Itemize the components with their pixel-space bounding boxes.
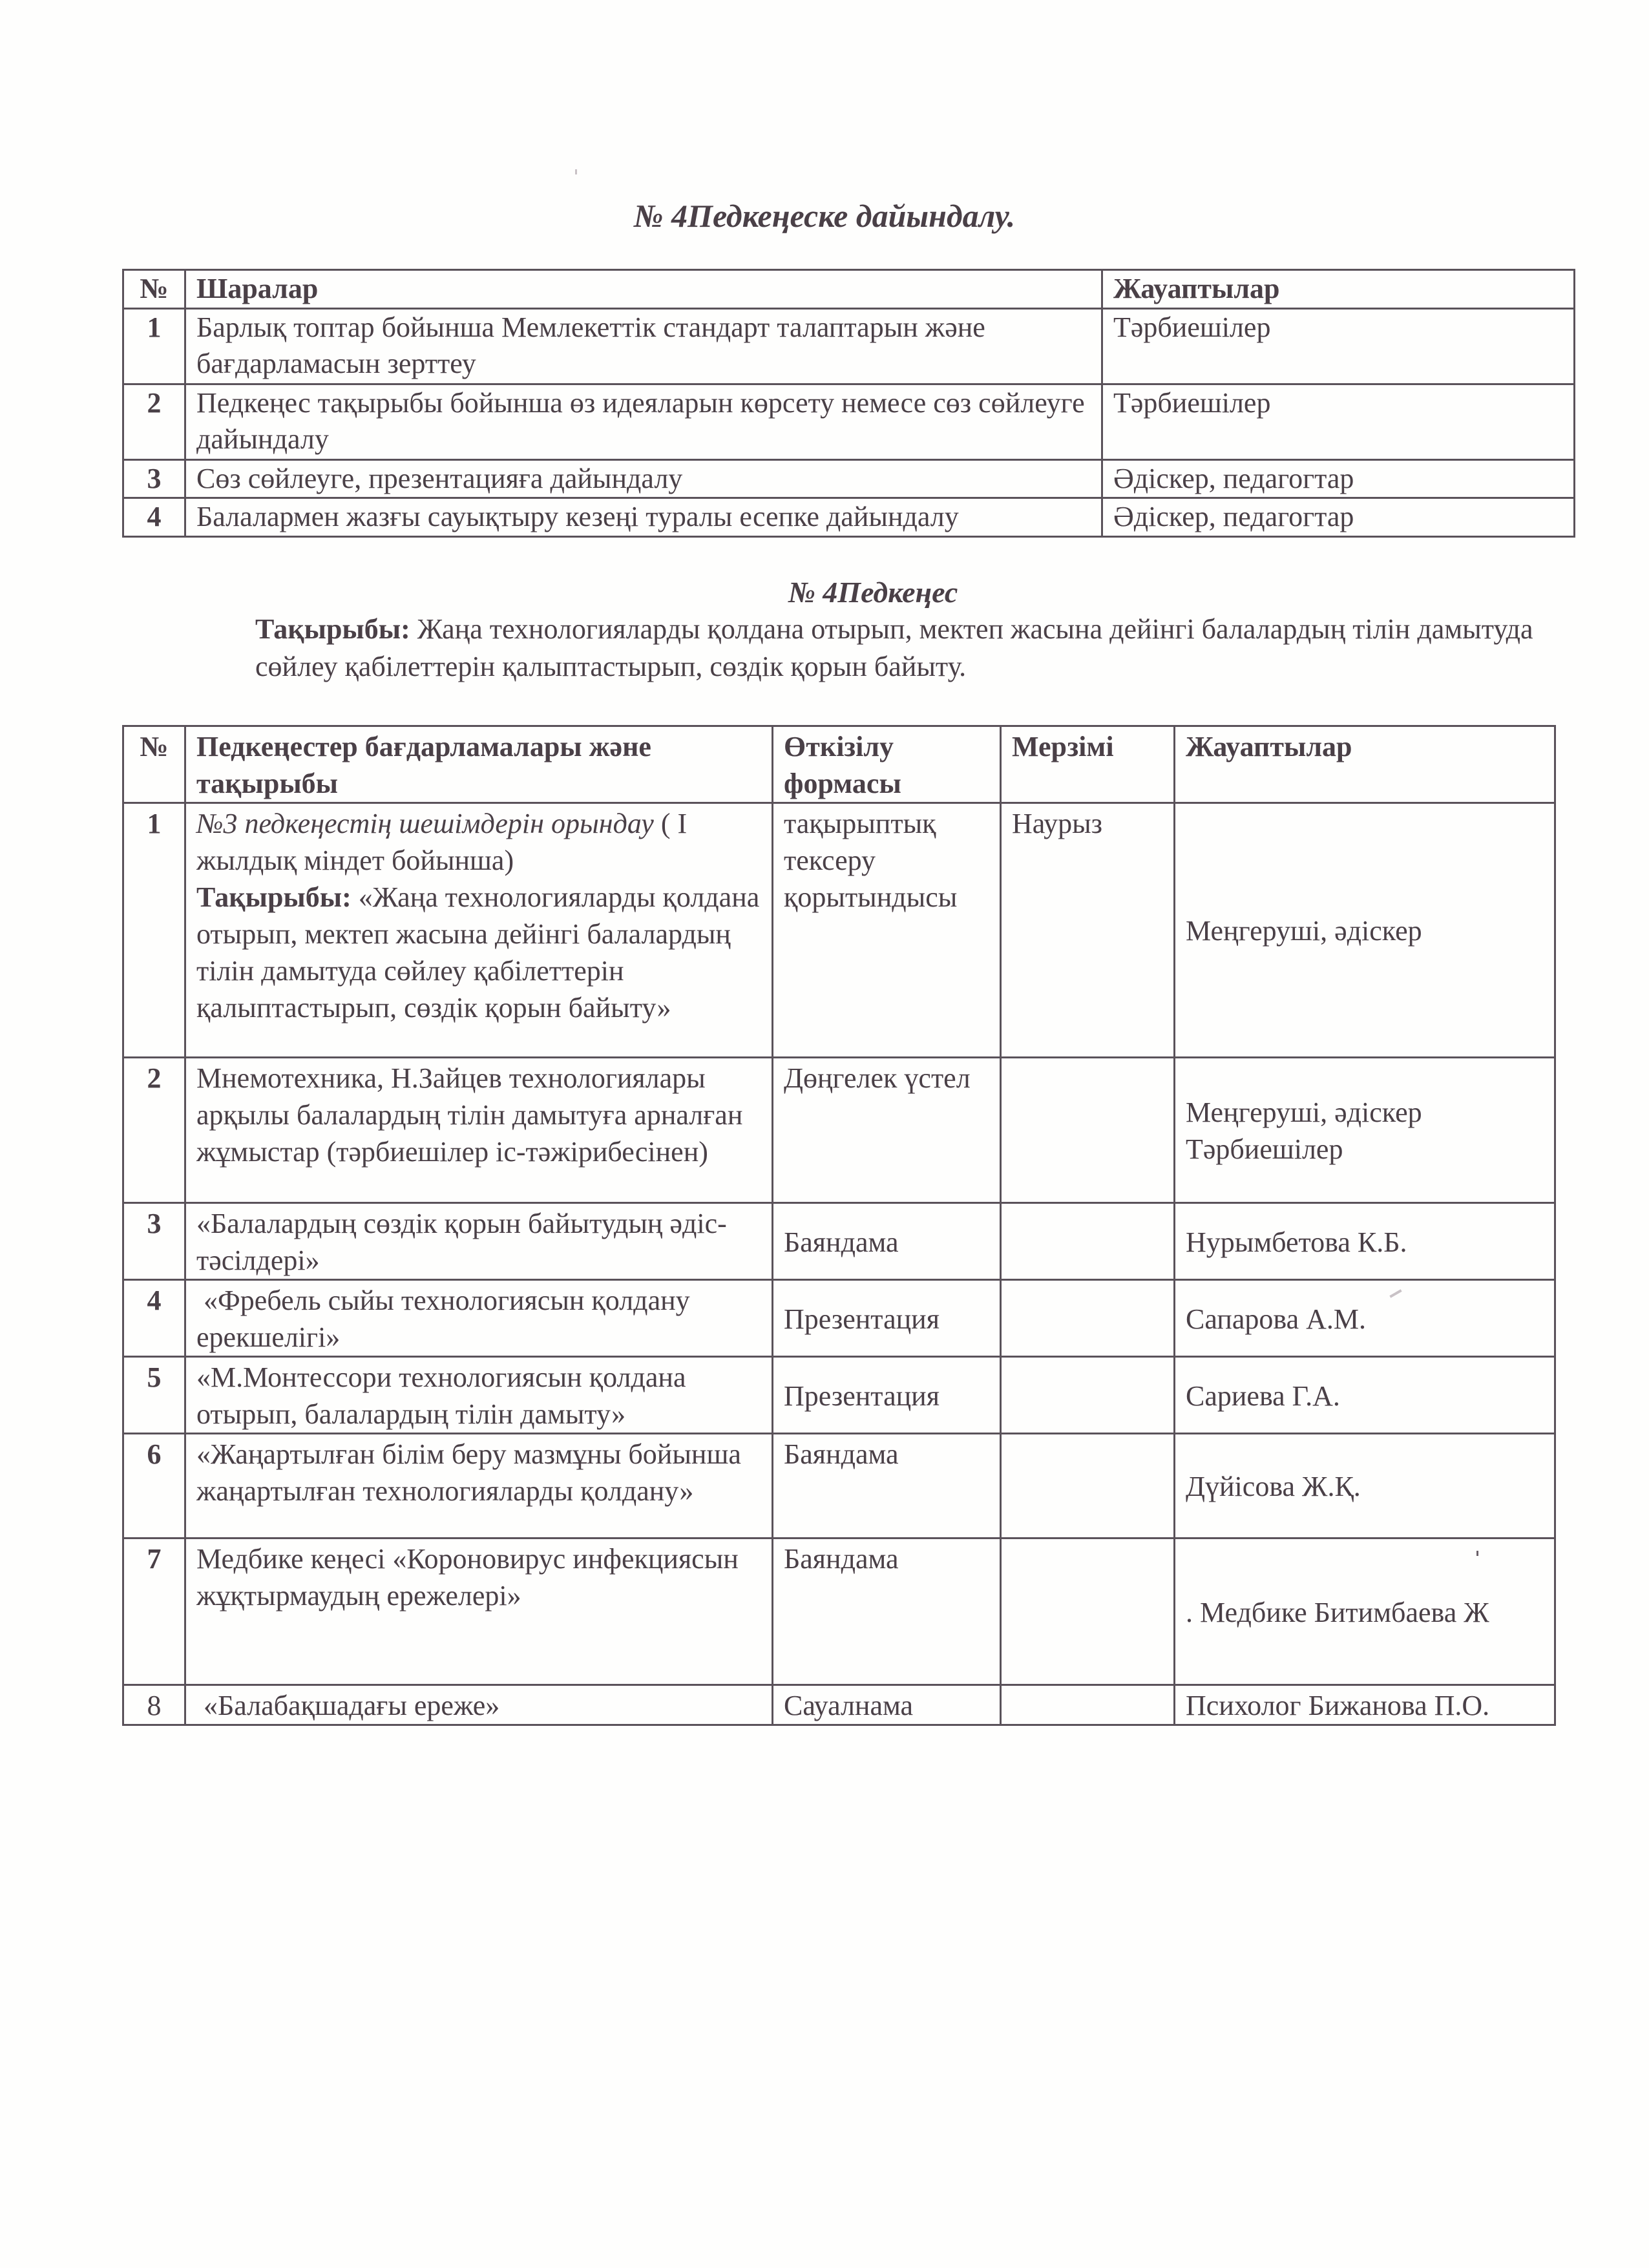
row-responsible: Тәрбиешілер bbox=[1102, 309, 1575, 384]
program-italic: №3 педкеңестің шешімдерін орындау bbox=[196, 808, 654, 839]
row-responsible: Меңгеруші, әдіскер bbox=[1175, 803, 1555, 1058]
row-form: Презентация bbox=[773, 1357, 1001, 1434]
row-deadline bbox=[1001, 1280, 1175, 1357]
table-row bbox=[123, 384, 1575, 460]
row-number: 8 bbox=[123, 1685, 185, 1725]
header-responsible: Жауаптылар bbox=[1175, 726, 1555, 803]
row-program: Медбике кеңесі «Короновирус инфекциясын жұқтырмаудың ережелері» bbox=[185, 1538, 773, 1685]
header-program: Педкеңестер бағдарламалары және тақырыбы bbox=[185, 726, 773, 803]
row-deadline bbox=[1001, 1058, 1175, 1203]
scan-speck bbox=[575, 169, 577, 174]
row-number: 1 bbox=[123, 309, 185, 384]
row-number: 2 bbox=[123, 384, 185, 460]
row-number: 4 bbox=[123, 1280, 185, 1357]
row-number: 1 bbox=[123, 803, 185, 1058]
row-form: тақырыптық тексеру қорытындысы bbox=[773, 803, 1001, 1058]
row-responsible bbox=[1175, 1058, 1555, 1203]
row-deadline bbox=[1001, 1434, 1175, 1538]
table-row bbox=[123, 1685, 1555, 1725]
row-activity: Балалармен жазғы сауықтыру кезеңі туралы есепке дайындалу bbox=[185, 498, 1102, 537]
row-responsible: Сариева Г.А. bbox=[1175, 1357, 1555, 1434]
row-activity: Барлық топтар бойынша Мемлекеттік стандарт талаптарын және бағдарламасын зерттеу bbox=[185, 309, 1102, 384]
row-program: «М.Монтессори технологиясын қолдана отырып, балалардың тілін дамыту» bbox=[185, 1357, 773, 1434]
table-row bbox=[123, 460, 1575, 498]
table-header-row bbox=[123, 726, 1555, 803]
row-form: Дөңгелек үстел bbox=[773, 1058, 1001, 1203]
program-after-italic: ( І жылдық міндет бойынша) bbox=[196, 808, 688, 876]
section2-topic bbox=[255, 611, 1548, 686]
row-number: 4 bbox=[123, 498, 185, 537]
row-deadline bbox=[1001, 1357, 1175, 1434]
row-responsible: Әдіскер, педагогтар bbox=[1102, 498, 1575, 537]
header-deadline: Мерзімі bbox=[1001, 726, 1175, 803]
row-activity: Сөз сөйлеуге, презентацияға дайындалу bbox=[185, 460, 1102, 498]
row-number: 5 bbox=[123, 1357, 185, 1434]
row-deadline bbox=[1001, 1538, 1175, 1685]
row-responsible: Дүйісова Ж.Қ. bbox=[1175, 1434, 1555, 1538]
row-form: Презентация bbox=[773, 1280, 1001, 1357]
row-number: 3 bbox=[123, 1203, 185, 1280]
row-form: Баяндама bbox=[773, 1538, 1001, 1685]
topic-label: Тақырыбы: bbox=[255, 613, 410, 645]
row-deadline: Наурыз bbox=[1001, 803, 1175, 1058]
program-topic-label: Тақырыбы: bbox=[196, 881, 352, 913]
table-row bbox=[123, 309, 1575, 384]
row-activity: Педкеңес тақырыбы бойынша өз идеяларын көрсету немесе сөз сөйлеуге дайындалу bbox=[185, 384, 1102, 460]
row-deadline bbox=[1001, 1685, 1175, 1725]
row-form: Баяндама bbox=[773, 1434, 1001, 1538]
scan-speck bbox=[1476, 1551, 1478, 1556]
row-program: Мнемотехника, Н.Зайцев технологиялары арқылы балалардың тілін дамытуға арналған жұмыстар (тәрбиешілер іс-тәжірибесінен) bbox=[185, 1058, 773, 1203]
header-number: № bbox=[123, 270, 185, 309]
header-form: Өткізілу формасы bbox=[773, 726, 1001, 803]
row-program: «Фребель сыйы технологиясын қолдану ерекшелігі» bbox=[185, 1280, 773, 1357]
table-row bbox=[123, 1357, 1555, 1434]
table-row bbox=[123, 803, 1555, 1058]
row-form: Баяндама bbox=[773, 1203, 1001, 1280]
section2-title: № 4Педкеңес bbox=[788, 576, 958, 609]
council-program-table bbox=[122, 725, 1556, 1726]
section1-title: № 4Педкеңеске дайындалу. bbox=[633, 198, 1016, 234]
row-responsible: Психолог Бижанова П.О. bbox=[1175, 1685, 1555, 1725]
header-activities: Шаралар bbox=[185, 270, 1102, 309]
row-responsible: . Медбике Битимбаева Ж bbox=[1175, 1538, 1555, 1685]
row-program: «Балалардың сөздік қорын байытудың әдіс-тәсілдері» bbox=[185, 1203, 773, 1280]
row-program: «Балабақшадағы ереже» bbox=[185, 1685, 773, 1725]
responsible-line-2: Тәрбиешілер bbox=[1186, 1133, 1343, 1165]
row-responsible: Нурымбетова К.Б. bbox=[1175, 1203, 1555, 1280]
row-program bbox=[185, 803, 773, 1058]
row-deadline bbox=[1001, 1203, 1175, 1280]
table-row bbox=[123, 1434, 1555, 1538]
row-responsible: Тәрбиешілер bbox=[1102, 384, 1575, 460]
preparation-table bbox=[122, 269, 1575, 538]
program-topic: «Жаңа технологияларды қолдана отырып, мектеп жасына дейінгі балалардың тілін дамытуда сөйлеу қабілеттерін қалыптастырып, сөздік қорын байыту» bbox=[196, 881, 760, 1024]
row-number: 3 bbox=[123, 460, 185, 498]
row-number: 2 bbox=[123, 1058, 185, 1203]
responsible-line-1: Меңгеруші, әдіскер bbox=[1186, 1097, 1422, 1128]
header-responsible: Жауаптылар bbox=[1102, 270, 1575, 309]
row-responsible: Сапарова А.М. bbox=[1175, 1280, 1555, 1357]
table-header-row bbox=[123, 270, 1575, 309]
row-responsible: Әдіскер, педагогтар bbox=[1102, 460, 1575, 498]
row-form: Сауалнама bbox=[773, 1685, 1001, 1725]
header-number: № bbox=[123, 726, 185, 803]
row-number: 7 bbox=[123, 1538, 185, 1685]
topic-text: Жаңа технологияларды қолдана отырып, мектеп жасына дейінгі балалардың тілін дамытуда сөйлеу қабілеттерін қалыптастырып, сөздік қорын байыту. bbox=[255, 613, 1533, 682]
table-row bbox=[123, 1280, 1555, 1357]
table-row bbox=[123, 1203, 1555, 1280]
row-number: 6 bbox=[123, 1434, 185, 1538]
row-program: «Жаңартылған білім беру мазмұны бойынша жаңартылған технологияларды қолдану» bbox=[185, 1434, 773, 1538]
table-row bbox=[123, 1538, 1555, 1685]
table-row bbox=[123, 498, 1575, 537]
table-row bbox=[123, 1058, 1555, 1203]
